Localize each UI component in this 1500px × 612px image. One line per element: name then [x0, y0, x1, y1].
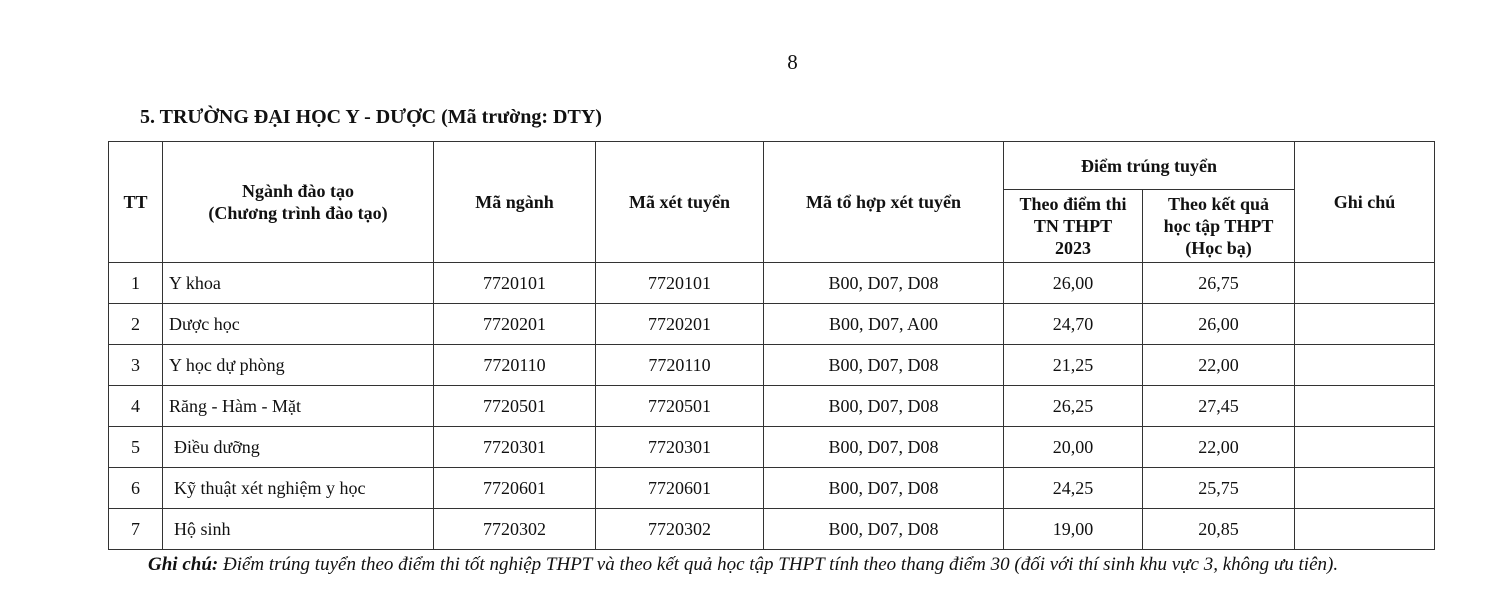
cell-exam-score: 26,25 [1004, 386, 1143, 427]
cell-note [1295, 468, 1435, 509]
cell-program: Điều dưỡng [163, 427, 434, 468]
header-score-transcript [1143, 190, 1295, 263]
cell-program: Hộ sinh [163, 509, 434, 550]
table-body [109, 263, 1435, 550]
header-score-transcript-line3: (Học bạ) [1185, 238, 1252, 258]
cell-note [1295, 386, 1435, 427]
cell-combination: B00, D07, A00 [764, 304, 1004, 345]
cell-tt: 4 [109, 386, 163, 427]
cell-tt: 1 [109, 263, 163, 304]
cell-major-code: 7720301 [434, 427, 596, 468]
header-combination-code: Mã tổ hợp xét tuyển [764, 142, 1004, 263]
cell-transcript-score: 26,75 [1143, 263, 1295, 304]
cell-major-code: 7720302 [434, 509, 596, 550]
header-major-code: Mã ngành [434, 142, 596, 263]
table-row [109, 427, 1435, 468]
cell-combination: B00, D07, D08 [764, 345, 1004, 386]
table-row [109, 386, 1435, 427]
header-score-exam [1004, 190, 1143, 263]
cell-tt: 5 [109, 427, 163, 468]
cell-exam-score: 19,00 [1004, 509, 1143, 550]
cell-combination: B00, D07, D08 [764, 427, 1004, 468]
cell-program: Kỹ thuật xét nghiệm y học [163, 468, 434, 509]
cell-major-code: 7720110 [434, 345, 596, 386]
cell-transcript-score: 27,45 [1143, 386, 1295, 427]
cell-admission-code: 7720201 [596, 304, 764, 345]
header-program-line2: (Chương trình đào tạo) [208, 203, 388, 223]
cell-tt: 2 [109, 304, 163, 345]
header-score-group: Điểm trúng tuyển [1004, 142, 1295, 190]
cell-admission-code: 7720501 [596, 386, 764, 427]
header-admission-code: Mã xét tuyển [596, 142, 764, 263]
cell-exam-score: 21,25 [1004, 345, 1143, 386]
cell-transcript-score: 26,00 [1143, 304, 1295, 345]
cell-transcript-score: 20,85 [1143, 509, 1295, 550]
cell-major-code: 7720101 [434, 263, 596, 304]
cell-transcript-score: 25,75 [1143, 468, 1295, 509]
cell-program: Dược học [163, 304, 434, 345]
cell-note [1295, 263, 1435, 304]
header-note: Ghi chú [1295, 142, 1435, 263]
header-program-line1: Ngành đào tạo [241, 181, 355, 201]
cell-combination: B00, D07, D08 [764, 509, 1004, 550]
cell-program: Y khoa [163, 263, 434, 304]
footnote-text: Điểm trúng tuyển theo điểm thi tốt nghiệp THPT và theo kết quả học tập THPT tính theo thang điểm 30 (đối với thí sinh khu vực 3, không ưu tiên). [218, 554, 1339, 575]
cell-note [1295, 345, 1435, 386]
header-score-exam-line2: TN THPT [1033, 216, 1113, 236]
cell-combination: B00, D07, D08 [764, 386, 1004, 427]
cell-exam-score: 24,25 [1004, 468, 1143, 509]
table-row [109, 304, 1435, 345]
cell-note [1295, 509, 1435, 550]
header-program [163, 142, 434, 263]
cell-program: Răng - Hàm - Mặt [163, 386, 434, 427]
table-row [109, 509, 1435, 550]
cell-exam-score: 26,00 [1004, 263, 1143, 304]
table-row [109, 468, 1435, 509]
cell-note [1295, 304, 1435, 345]
cell-admission-code: 7720601 [596, 468, 764, 509]
footnote [148, 551, 1468, 579]
cell-tt: 6 [109, 468, 163, 509]
cell-program: Y học dự phòng [163, 345, 434, 386]
cell-admission-code: 7720302 [596, 509, 764, 550]
table-row [109, 263, 1435, 304]
table-row [109, 345, 1435, 386]
cell-major-code: 7720201 [434, 304, 596, 345]
cell-major-code: 7720501 [434, 386, 596, 427]
header-tt: TT [109, 142, 163, 263]
cell-combination: B00, D07, D08 [764, 263, 1004, 304]
cell-major-code: 7720601 [434, 468, 596, 509]
cell-combination: B00, D07, D08 [764, 468, 1004, 509]
page-number: 8 [787, 50, 798, 74]
header-score-transcript-line1: Theo kết quả [1167, 194, 1270, 214]
cell-exam-score: 24,70 [1004, 304, 1143, 345]
header-score-exam-line1: Theo điểm thi [1019, 194, 1127, 214]
admission-scores-table [108, 141, 1435, 550]
cell-note [1295, 427, 1435, 468]
cell-admission-code: 7720101 [596, 263, 764, 304]
cell-transcript-score: 22,00 [1143, 345, 1295, 386]
cell-exam-score: 20,00 [1004, 427, 1143, 468]
cell-tt: 7 [109, 509, 163, 550]
header-score-exam-line3: 2023 [1055, 238, 1091, 258]
cell-transcript-score: 22,00 [1143, 427, 1295, 468]
section-title: 5. TRƯỜNG ĐẠI HỌC Y - DƯỢC (Mã trường: DTY) [140, 106, 602, 128]
header-score-transcript-line2: học tập THPT [1163, 216, 1274, 236]
cell-tt: 3 [109, 345, 163, 386]
cell-admission-code: 7720301 [596, 427, 764, 468]
cell-admission-code: 7720110 [596, 345, 764, 386]
footnote-label: Ghi chú: [148, 554, 219, 575]
table-header [109, 142, 1435, 263]
